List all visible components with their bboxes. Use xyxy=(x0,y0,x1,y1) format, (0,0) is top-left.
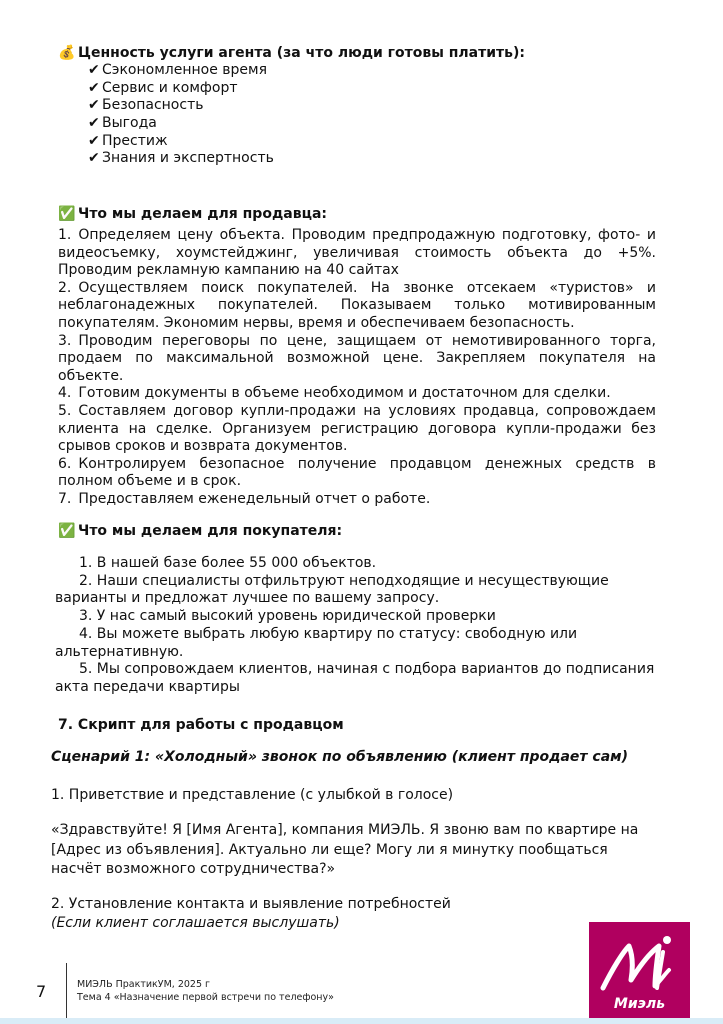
money-bag-icon: 💰 xyxy=(58,45,76,61)
seller-item: 1. Определяем цену объекта. Проводим предпродажную подготовку, фото- и видеосъемку, хоумстейджинг, увеличивая стоимость объекта до +5%. Проводим рекламную кампанию на 40 сайтах xyxy=(58,227,656,279)
value-item: ✔ Выгода xyxy=(88,115,157,132)
buyer-section-title: ✅ Что мы делаем для покупателя: xyxy=(58,523,343,539)
step-1: 1. Приветствие и представление (с улыбкой в голосе) xyxy=(51,787,454,803)
value-item: ✔ Сэкономленное время xyxy=(88,62,267,78)
buyer-item: 2. Наши специалисты отфильтруют неподходящие и несуществующие варианты и предложат лучшее по вашему запросу. xyxy=(55,572,609,607)
check-mark-icon: ✔ xyxy=(88,79,100,96)
section-heading: 7. Скрипт для работы с продавцом xyxy=(58,717,344,733)
value-item: ✔ Престиж xyxy=(88,132,168,149)
value-list xyxy=(88,62,274,168)
footer-divider xyxy=(66,963,67,1021)
seller-item: 3. Проводим переговоры по цене, защищаем от немотивированного торга, продаем по максимальной возможной цене. Закрепляем покупателя на объекте. xyxy=(58,332,656,384)
check-mark-icon: ✔ xyxy=(88,62,100,78)
check-mark-icon: ✔ xyxy=(88,97,100,114)
page-number: 7 xyxy=(36,982,47,1001)
seller-list xyxy=(58,227,656,509)
check-mark-icon: ✔ xyxy=(88,115,100,132)
value-item: ✔ Знания и экспертность xyxy=(88,150,274,167)
buyer-item: 5. Мы сопровождаем клиентов, начиная с подбора вариантов до подписания акта передачи квартиры xyxy=(55,661,655,695)
seller-item: 7. Предоставляем еженедельный отчет о работе. xyxy=(58,490,431,507)
check-icon: ✅ xyxy=(58,206,76,222)
miel-logo xyxy=(589,922,690,1022)
step-2: 2. Установление контакта и выявление потребностей xyxy=(51,896,451,912)
buyer-item: 1. В нашей базе более 55 000 объектов. xyxy=(79,555,377,571)
buyer-item: 4. Вы можете выбрать любую квартиру по статусу: свободную или альтернативную. xyxy=(55,625,578,660)
check-mark-icon: ✔ xyxy=(88,132,100,149)
logo-text: Миэль xyxy=(613,996,666,1012)
footer-line-1: МИЭЛЬ ПрактикУМ, 2025 г xyxy=(77,979,211,990)
footer-text xyxy=(77,978,334,1004)
step-2-note: (Если клиент соглашается выслушать) xyxy=(51,915,340,931)
value-item: ✔ Сервис и комфорт xyxy=(88,79,238,96)
buyer-list xyxy=(55,555,675,697)
seller-item: 2. Осуществляем поиск покупателей. На звонке отсекаем «туристов» и неблагонадежных покупателей. Показываем только мотивированным покупателям. Экономим нервы, время и обеспечиваем безопасность. xyxy=(58,279,656,331)
seller-item: 5. Составляем договор купли-продажи на условиях продавца, сопровождаем клиента на сделке. Организуем регистрацию договора купли-продажи без срывов сроков и возврата документов. xyxy=(58,402,656,455)
check-mark-icon: ✔ xyxy=(88,150,100,167)
greeting-quote: «Здравствуйте! Я [Имя Агента], компания МИЭЛЬ. Я звоню вам по квартире на [Адрес из объявления]. Актуально ли еще? Могу ли я минутку пообщаться насчёт возможного сотрудничества?» xyxy=(51,822,639,877)
value-section-title: 💰 Ценность услуги агента (за что люди готовы платить): xyxy=(58,45,526,61)
seller-section-title: ✅ Что мы делаем для продавца: xyxy=(58,206,327,222)
seller-item: 6. Контролируем безопасное получение продавцом денежных средств в полном объеме и в срок. xyxy=(58,455,656,490)
footer-line-2: Тема 4 «Назначение первой встречи по телефону» xyxy=(77,992,334,1003)
value-item: ✔ Безопасность xyxy=(88,97,204,114)
bottom-edge xyxy=(0,1018,723,1024)
scenario-title: Сценарий 1: «Холодный» звонок по объявлению (клиент продает сам) xyxy=(51,749,628,765)
check-icon: ✅ xyxy=(58,523,76,539)
seller-item: 4. Готовим документы в объеме необходимом и достаточном для сделки. xyxy=(58,385,611,402)
buyer-item: 3. У нас самый высокий уровень юридической проверки xyxy=(79,608,496,625)
